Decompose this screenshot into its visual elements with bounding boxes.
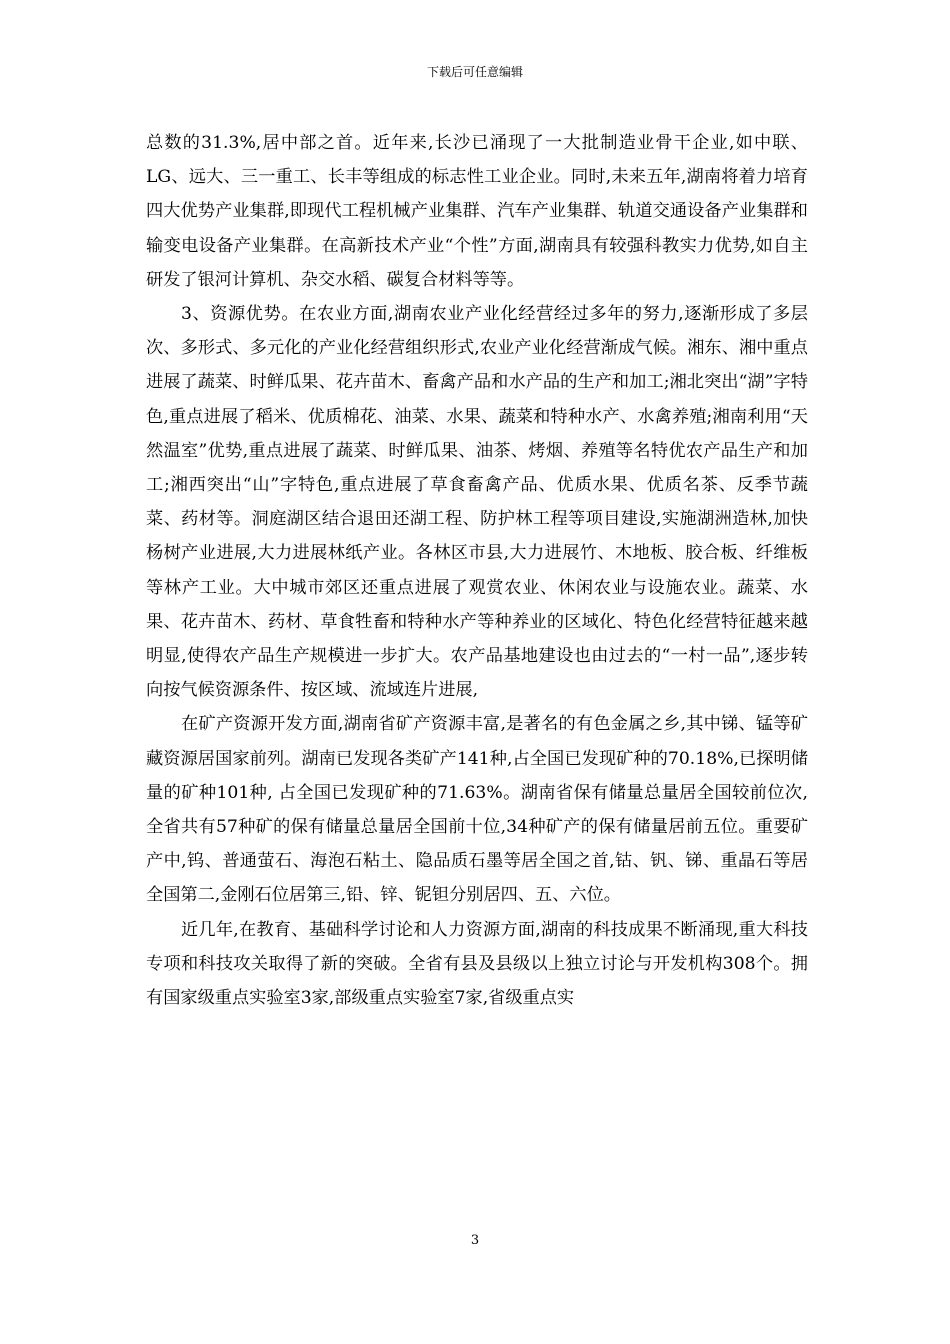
page-number: 3 xyxy=(470,1233,480,1248)
paragraph-3: 在矿产资源开发方面,湖南省矿产资源丰富,是著名的有色金属之乡,其中锑、锰等矿藏资源居国家前列。湖南已发现各类矿产141种,占全国已发现矿种的70.18%,已探明储量的矿种101种, 占全国已发现矿种的71.63%。湖南省保有储量总量居全国较前位次,全省共有57种矿的保有储量总量居全国前十位,34种矿产的保有储量居前五位。重要矿产中,钨、普通萤石、海泡石粘土、隐品质石墨等居全国之首,钴、钒、锑、重晶石等居全国第二,金刚石位居第三,铅、锌、铌钽分别居四、五、六位。 xyxy=(146,714,808,906)
paragraph-1: 总数的31.3%,居中部之首。近年来,长沙已涌现了一大批制造业骨干企业,如中联、LG、远大、三一重工、长丰等组成的标志性工业企业。同时,未来五年,湖南将着力培育四大优势产业集群,即现代工程机械产业集群、汽车产业集群、轨道交通设备产业集群和输变电设备产业集群。在高新技术产业“个性”方面,湖南具有较强科教实力优势,如自主研发了银河计算机、杂交水稻、碳复合材料等等。 xyxy=(146,133,808,290)
page-header: 下载后可任意编辑 xyxy=(426,65,523,79)
body-text xyxy=(146,126,808,1015)
paragraph-2: 3、资源优势。在农业方面,湖南农业产业化经营经过多年的努力,逐渐形成了多层次、多形式、多元化的产业化经营组织形式,农业产业化经营渐成气候。湘东、湘中重点进展了蔬菜、时鲜瓜果、花卉苗木、畜禽产品和水产品的生产和加工;湘北突出“湖”字特色,重点进展了稻米、优质棉花、油菜、水果、蔬菜和特种水产、水禽养殖;湘南利用“天然温室”优势,重点进展了蔬菜、时鲜瓜果、油茶、烤烟、养殖等名特优农产品生产和加工;湘西突出“山”字特色,重点进展了草食畜禽产品、优质水果、优质名茶、反季节蔬菜、药材等。洞庭湖区结合退田还湖工程、防护林工程等项目建设,实施湖洲造林,加快杨树产业进展,大力进展林纸产业。各林区市县,大力进展竹、木地板、胶合板、纤维板等林产工业。大中城市郊区还重点进展了观赏农业、休闲农业与设施农业。蔬菜、水果、花卉苗木、药材、草食牲畜和特种水产等种养业的区域化、特色化经营特征越来越明显,使得农产品生产规模进一步扩大。农产品基地建设也由过去的“一村一品”,逐步转向按气候资源条件、按区域、流域连片进展, xyxy=(146,304,808,701)
paragraph-4: 近几年,在教育、基础科学讨论和人力资源方面,湖南的科技成果不断涌现,重大科技专项和科技攻关取得了新的突破。全省有县及县级以上独立讨论与开发机构308个。拥有国家级重点实验室3家,部级重点实验室7家,省级重点实 xyxy=(146,919,808,1009)
